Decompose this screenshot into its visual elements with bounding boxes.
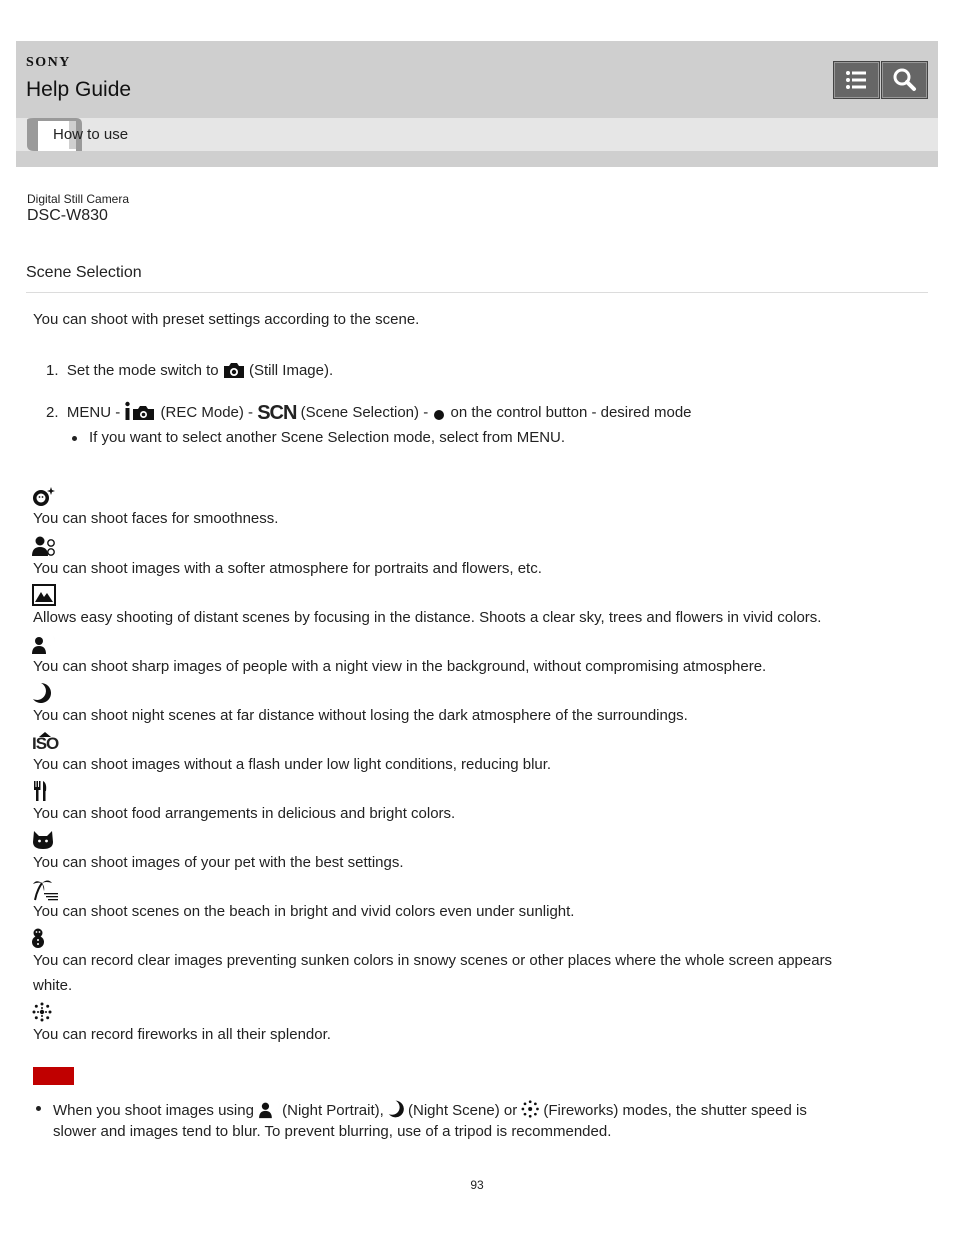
header-strip	[16, 151, 938, 167]
night-portrait-icon	[258, 1099, 282, 1119]
mode-desc: You can shoot sharp images of people with a night view in the background, without compromising atmosphere.	[33, 658, 767, 675]
intro-text: You can shoot with preset settings according to the scene.	[33, 311, 420, 328]
beach-icon	[32, 878, 60, 902]
soft-skin-icon	[32, 486, 56, 508]
search-icon	[882, 62, 927, 98]
mode-desc: You can shoot images without a flash under low light conditions, reducing blur.	[33, 756, 552, 773]
note-text: When you shoot images using	[53, 1102, 254, 1119]
mode-desc: You can record fireworks in all their splendor.	[33, 1026, 331, 1043]
page-title: Scene Selection	[26, 264, 142, 281]
scene-selection-icon: SCN	[257, 402, 297, 424]
search-button[interactable]	[881, 61, 928, 99]
note-text: (Night Portrait),	[282, 1102, 384, 1119]
snow-icon	[32, 927, 56, 949]
note-tag	[33, 1067, 74, 1085]
fireworks-icon	[521, 1099, 543, 1119]
mode-desc: You can shoot night scenes at far distance without losing the dark atmosphere of the surroundings.	[33, 707, 688, 724]
rec-mode-icon	[124, 401, 156, 421]
bullet	[36, 1106, 41, 1111]
sony-logo: SONY	[26, 55, 71, 70]
step-text: (Scene Selection) -	[300, 404, 429, 421]
landscape-icon	[32, 584, 56, 606]
note-line-1	[53, 1099, 807, 1120]
title-divider	[26, 292, 928, 293]
mode-desc: You can record clear images preventing sunken colors in snowy scenes or other places where the whole screen appears	[33, 952, 833, 969]
step-text: (Still Image).	[248, 362, 334, 379]
page-number: 93	[470, 1178, 484, 1192]
breadcrumb-how-to-use[interactable]: How to use	[53, 126, 129, 143]
note-text: (Night Scene) or	[408, 1102, 518, 1119]
mode-desc: Allows easy shooting of distant scenes by focusing in the distance. Shoots a clear sky, trees and flowers in vivid colors.	[33, 609, 822, 626]
night-scene-icon	[388, 1099, 408, 1119]
product-model: DSC-W830	[27, 207, 108, 224]
mode-desc: You can shoot images of your pet with the best settings.	[33, 854, 404, 871]
step-text: MENU -	[66, 404, 121, 421]
menu-button[interactable]	[833, 61, 880, 99]
step-text: on the control button - desired mode	[450, 404, 692, 421]
step-text: Set the mode switch to	[66, 362, 219, 379]
step-text: (REC Mode) -	[160, 404, 254, 421]
mode-desc: You can shoot faces for smoothness.	[33, 510, 279, 527]
note-line-2: slower and images tend to blur. To prevent blurring, use of a tripod is recommended.	[53, 1123, 612, 1140]
step-1	[46, 360, 333, 380]
gourmet-icon	[32, 780, 56, 802]
night-scene-icon	[32, 682, 56, 704]
fireworks-icon	[32, 1001, 56, 1023]
step-2	[46, 401, 692, 422]
center-button-icon	[432, 407, 446, 421]
list-icon	[834, 62, 879, 98]
step-note: If you want to select another Scene Selection mode, select from MENU.	[89, 429, 566, 446]
bullet	[72, 436, 77, 441]
step-number: 2.	[46, 404, 59, 421]
mode-desc: You can shoot images with a softer atmosphere for portraits and flowers, etc.	[33, 560, 542, 577]
help-guide-title[interactable]: Help Guide	[26, 78, 132, 101]
mode-desc: You can shoot scenes on the beach in bright and vivid colors even under sunlight.	[33, 903, 575, 920]
mode-desc-continued: white.	[33, 977, 73, 994]
step-number: 1.	[46, 362, 59, 379]
iso-label: ISO	[32, 734, 59, 753]
mode-desc: You can shoot food arrangements in delicious and bright colors.	[33, 805, 456, 822]
night-portrait-icon	[32, 633, 56, 655]
breadcrumb-bar	[16, 118, 938, 151]
product-category: Digital Still Camera	[27, 192, 130, 206]
still-image-icon	[223, 360, 245, 379]
pet-icon	[32, 829, 56, 851]
note-text: (Fireworks) modes, the shutter speed is	[543, 1102, 807, 1119]
high-sensitivity-icon	[32, 731, 60, 755]
header-bar	[16, 41, 938, 118]
soft-snap-icon	[32, 535, 56, 557]
